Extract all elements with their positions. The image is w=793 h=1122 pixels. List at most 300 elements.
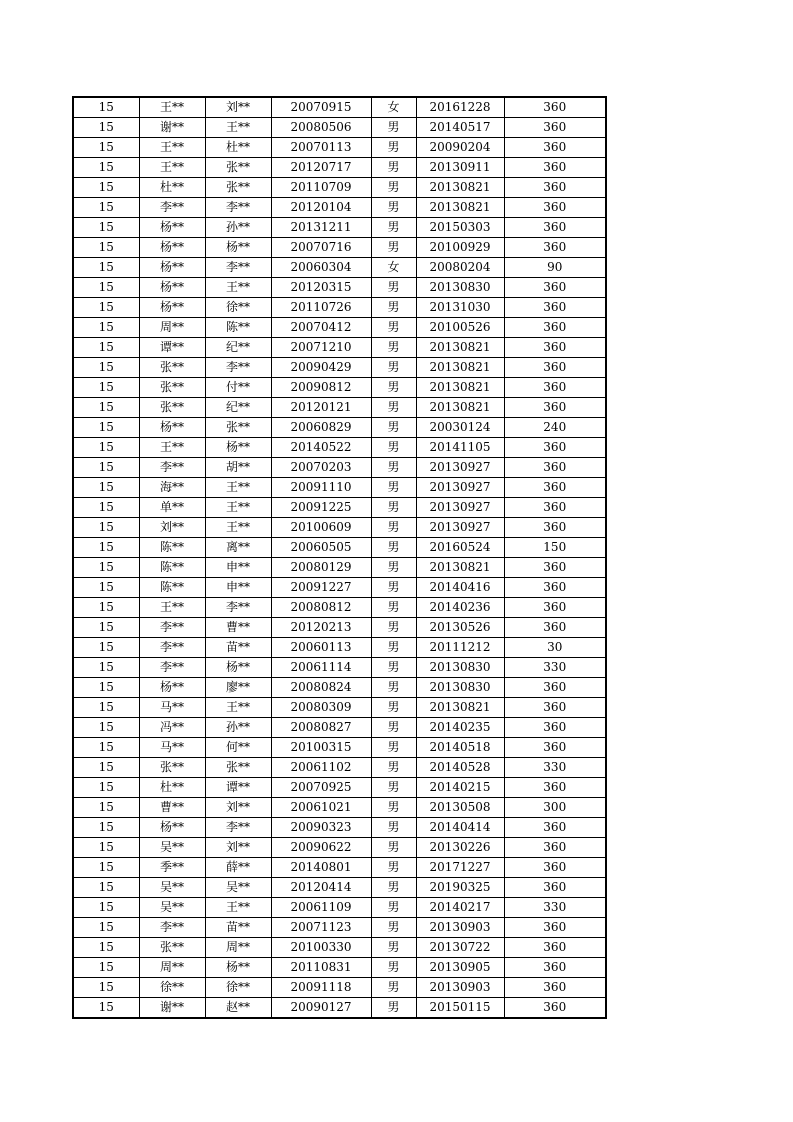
date-a-cell: 20120104 (271, 198, 371, 218)
date-a-cell: 20080129 (271, 558, 371, 578)
name-b-cell: 王** (205, 278, 271, 298)
amount-cell: 360 (504, 678, 606, 698)
id-cell: 15 (73, 298, 139, 318)
date-b-cell: 20131030 (416, 298, 504, 318)
date-a-cell: 20100330 (271, 938, 371, 958)
table-row (73, 438, 606, 458)
date-a-cell: 20070412 (271, 318, 371, 338)
gender-cell: 男 (371, 498, 416, 518)
gender-cell: 男 (371, 138, 416, 158)
amount-cell: 360 (504, 458, 606, 478)
date-b-cell: 20190325 (416, 878, 504, 898)
table-row (73, 678, 606, 698)
id-cell: 15 (73, 638, 139, 658)
amount-cell: 360 (504, 518, 606, 538)
id-cell: 15 (73, 578, 139, 598)
amount-cell: 360 (504, 878, 606, 898)
gender-cell: 男 (371, 518, 416, 538)
table-row (73, 658, 606, 678)
amount-cell: 360 (504, 338, 606, 358)
date-b-cell: 20130526 (416, 618, 504, 638)
table-row (73, 738, 606, 758)
amount-cell: 360 (504, 938, 606, 958)
name-b-cell: 赵** (205, 998, 271, 1019)
table-row (73, 518, 606, 538)
gender-cell: 男 (371, 778, 416, 798)
amount-cell: 360 (504, 138, 606, 158)
date-a-cell: 20061102 (271, 758, 371, 778)
date-a-cell: 20091227 (271, 578, 371, 598)
amount-cell: 360 (504, 438, 606, 458)
gender-cell: 男 (371, 738, 416, 758)
id-cell: 15 (73, 718, 139, 738)
id-cell: 15 (73, 998, 139, 1019)
date-b-cell: 20140528 (416, 758, 504, 778)
id-cell: 15 (73, 378, 139, 398)
name-b-cell: 张** (205, 158, 271, 178)
id-cell: 15 (73, 258, 139, 278)
date-b-cell: 20130821 (416, 178, 504, 198)
date-a-cell: 20120414 (271, 878, 371, 898)
gender-cell: 男 (371, 838, 416, 858)
table-row (73, 118, 606, 138)
name-b-cell: 杜** (205, 138, 271, 158)
id-cell: 15 (73, 178, 139, 198)
name-b-cell: 张** (205, 758, 271, 778)
id-cell: 15 (73, 658, 139, 678)
amount-cell: 360 (504, 97, 606, 118)
table-row (73, 778, 606, 798)
name-b-cell: 廖** (205, 678, 271, 698)
gender-cell: 男 (371, 438, 416, 458)
id-cell: 15 (73, 138, 139, 158)
id-cell: 15 (73, 518, 139, 538)
name-a-cell: 张** (139, 398, 205, 418)
id-cell: 15 (73, 738, 139, 758)
amount-cell: 360 (504, 618, 606, 638)
name-a-cell: 吴** (139, 878, 205, 898)
id-cell: 15 (73, 798, 139, 818)
id-cell: 15 (73, 418, 139, 438)
table-body (73, 97, 606, 1018)
id-cell: 15 (73, 238, 139, 258)
amount-cell: 360 (504, 478, 606, 498)
date-a-cell: 20120121 (271, 398, 371, 418)
name-a-cell: 杨** (139, 238, 205, 258)
table-row (73, 378, 606, 398)
amount-cell: 360 (504, 718, 606, 738)
table-row (73, 758, 606, 778)
amount-cell: 360 (504, 998, 606, 1019)
name-b-cell: 李** (205, 818, 271, 838)
id-cell: 15 (73, 918, 139, 938)
gender-cell: 男 (371, 938, 416, 958)
amount-cell: 360 (504, 738, 606, 758)
name-a-cell: 王** (139, 97, 205, 118)
name-b-cell: 陈** (205, 318, 271, 338)
date-b-cell: 20130821 (416, 358, 504, 378)
date-b-cell: 20130821 (416, 378, 504, 398)
gender-cell: 男 (371, 638, 416, 658)
date-b-cell: 20100526 (416, 318, 504, 338)
date-a-cell: 20071123 (271, 918, 371, 938)
date-b-cell: 20130821 (416, 698, 504, 718)
name-a-cell: 张** (139, 378, 205, 398)
date-a-cell: 20091110 (271, 478, 371, 498)
date-a-cell: 20070113 (271, 138, 371, 158)
name-a-cell: 徐** (139, 978, 205, 998)
id-cell: 15 (73, 898, 139, 918)
gender-cell: 男 (371, 918, 416, 938)
name-a-cell: 刘** (139, 518, 205, 538)
name-a-cell: 杜** (139, 778, 205, 798)
date-a-cell: 20091225 (271, 498, 371, 518)
name-b-cell: 李** (205, 358, 271, 378)
gender-cell: 女 (371, 97, 416, 118)
table-row (73, 398, 606, 418)
id-cell: 15 (73, 338, 139, 358)
name-a-cell: 张** (139, 938, 205, 958)
amount-cell: 90 (504, 258, 606, 278)
name-b-cell: 王** (205, 478, 271, 498)
name-a-cell: 谢** (139, 118, 205, 138)
name-b-cell: 李** (205, 198, 271, 218)
id-cell: 15 (73, 398, 139, 418)
table-row (73, 558, 606, 578)
table-row (73, 718, 606, 738)
id-cell: 15 (73, 838, 139, 858)
name-b-cell: 何** (205, 738, 271, 758)
date-b-cell: 20111212 (416, 638, 504, 658)
date-a-cell: 20070716 (271, 238, 371, 258)
date-b-cell: 20130905 (416, 958, 504, 978)
name-b-cell: 杨** (205, 958, 271, 978)
name-a-cell: 曹** (139, 798, 205, 818)
name-b-cell: 周** (205, 938, 271, 958)
id-cell: 15 (73, 118, 139, 138)
table-row (73, 538, 606, 558)
name-a-cell: 李** (139, 618, 205, 638)
name-a-cell: 单** (139, 498, 205, 518)
gender-cell: 男 (371, 718, 416, 738)
gender-cell: 男 (371, 478, 416, 498)
table-row (73, 97, 606, 118)
date-b-cell: 20130821 (416, 558, 504, 578)
name-b-cell: 付** (205, 378, 271, 398)
name-a-cell: 吴** (139, 898, 205, 918)
date-a-cell: 20070915 (271, 97, 371, 118)
name-a-cell: 杜** (139, 178, 205, 198)
id-cell: 15 (73, 278, 139, 298)
name-b-cell: 张** (205, 418, 271, 438)
gender-cell: 男 (371, 618, 416, 638)
name-b-cell: 苗** (205, 918, 271, 938)
date-a-cell: 20080506 (271, 118, 371, 138)
id-cell: 15 (73, 938, 139, 958)
table-row (73, 198, 606, 218)
id-cell: 15 (73, 218, 139, 238)
id-cell: 15 (73, 458, 139, 478)
table-row (73, 818, 606, 838)
gender-cell: 男 (371, 278, 416, 298)
name-b-cell: 李** (205, 598, 271, 618)
amount-cell: 150 (504, 538, 606, 558)
amount-cell: 360 (504, 158, 606, 178)
date-a-cell: 20080827 (271, 718, 371, 738)
name-a-cell: 马** (139, 698, 205, 718)
id-cell: 15 (73, 478, 139, 498)
gender-cell: 男 (371, 118, 416, 138)
date-a-cell: 20060304 (271, 258, 371, 278)
name-b-cell: 曹** (205, 618, 271, 638)
name-a-cell: 张** (139, 358, 205, 378)
table-row (73, 218, 606, 238)
gender-cell: 男 (371, 538, 416, 558)
amount-cell: 360 (504, 218, 606, 238)
date-b-cell: 20140215 (416, 778, 504, 798)
id-cell: 15 (73, 698, 139, 718)
amount-cell: 360 (504, 178, 606, 198)
name-a-cell: 李** (139, 658, 205, 678)
date-b-cell: 20090204 (416, 138, 504, 158)
table-row (73, 478, 606, 498)
name-b-cell: 王** (205, 898, 271, 918)
name-a-cell: 海** (139, 478, 205, 498)
name-a-cell: 李** (139, 638, 205, 658)
id-cell: 15 (73, 778, 139, 798)
date-a-cell: 20061021 (271, 798, 371, 818)
gender-cell: 男 (371, 578, 416, 598)
id-cell: 15 (73, 358, 139, 378)
name-a-cell: 王** (139, 598, 205, 618)
date-a-cell: 20060505 (271, 538, 371, 558)
date-a-cell: 20110709 (271, 178, 371, 198)
gender-cell: 女 (371, 258, 416, 278)
amount-cell: 360 (504, 398, 606, 418)
date-a-cell: 20100315 (271, 738, 371, 758)
table-row (73, 798, 606, 818)
gender-cell: 男 (371, 158, 416, 178)
table-row (73, 898, 606, 918)
id-cell: 15 (73, 198, 139, 218)
name-a-cell: 杨** (139, 258, 205, 278)
date-b-cell: 20130821 (416, 338, 504, 358)
amount-cell: 360 (504, 318, 606, 338)
date-b-cell: 20130911 (416, 158, 504, 178)
table-row (73, 278, 606, 298)
gender-cell: 男 (371, 358, 416, 378)
name-a-cell: 杨** (139, 418, 205, 438)
name-b-cell: 谭** (205, 778, 271, 798)
amount-cell: 330 (504, 658, 606, 678)
date-a-cell: 20061109 (271, 898, 371, 918)
date-a-cell: 20100609 (271, 518, 371, 538)
date-b-cell: 20140416 (416, 578, 504, 598)
date-b-cell: 20161228 (416, 97, 504, 118)
name-a-cell: 李** (139, 918, 205, 938)
gender-cell: 男 (371, 418, 416, 438)
name-a-cell: 季** (139, 858, 205, 878)
date-b-cell: 20130927 (416, 518, 504, 538)
name-b-cell: 薛** (205, 858, 271, 878)
amount-cell: 360 (504, 958, 606, 978)
date-b-cell: 20150303 (416, 218, 504, 238)
date-a-cell: 20120213 (271, 618, 371, 638)
gender-cell: 男 (371, 998, 416, 1019)
id-cell: 15 (73, 878, 139, 898)
gender-cell: 男 (371, 978, 416, 998)
name-a-cell: 陈** (139, 578, 205, 598)
name-b-cell: 吴** (205, 878, 271, 898)
date-a-cell: 20060113 (271, 638, 371, 658)
id-cell: 15 (73, 758, 139, 778)
date-a-cell: 20091118 (271, 978, 371, 998)
gender-cell: 男 (371, 958, 416, 978)
gender-cell: 男 (371, 318, 416, 338)
gender-cell: 男 (371, 398, 416, 418)
table-row (73, 178, 606, 198)
gender-cell: 男 (371, 798, 416, 818)
date-a-cell: 20080309 (271, 698, 371, 718)
date-b-cell: 20140518 (416, 738, 504, 758)
name-a-cell: 吴** (139, 838, 205, 858)
date-b-cell: 20130508 (416, 798, 504, 818)
gender-cell: 男 (371, 658, 416, 678)
date-a-cell: 20070925 (271, 778, 371, 798)
name-a-cell: 马** (139, 738, 205, 758)
table-row (73, 258, 606, 278)
date-b-cell: 20140517 (416, 118, 504, 138)
gender-cell: 男 (371, 758, 416, 778)
date-a-cell: 20110831 (271, 958, 371, 978)
name-b-cell: 申** (205, 578, 271, 598)
name-b-cell: 孙** (205, 218, 271, 238)
date-a-cell: 20140801 (271, 858, 371, 878)
amount-cell: 360 (504, 118, 606, 138)
id-cell: 15 (73, 318, 139, 338)
amount-cell: 360 (504, 378, 606, 398)
amount-cell: 360 (504, 598, 606, 618)
name-b-cell: 张** (205, 178, 271, 198)
table-row (73, 318, 606, 338)
date-a-cell: 20120717 (271, 158, 371, 178)
name-b-cell: 苗** (205, 638, 271, 658)
date-a-cell: 20140522 (271, 438, 371, 458)
name-b-cell: 杨** (205, 238, 271, 258)
name-a-cell: 周** (139, 958, 205, 978)
table-row (73, 958, 606, 978)
id-cell: 15 (73, 618, 139, 638)
date-b-cell: 20130830 (416, 678, 504, 698)
id-cell: 15 (73, 558, 139, 578)
table-row (73, 578, 606, 598)
id-cell: 15 (73, 818, 139, 838)
name-b-cell: 王** (205, 118, 271, 138)
name-b-cell: 刘** (205, 798, 271, 818)
gender-cell: 男 (371, 178, 416, 198)
table-row (73, 838, 606, 858)
table-row (73, 158, 606, 178)
date-b-cell: 20140235 (416, 718, 504, 738)
date-a-cell: 20131211 (271, 218, 371, 238)
table-row (73, 618, 606, 638)
name-b-cell: 王** (205, 698, 271, 718)
table-row (73, 138, 606, 158)
id-cell: 15 (73, 958, 139, 978)
name-a-cell: 陈** (139, 538, 205, 558)
amount-cell: 30 (504, 638, 606, 658)
id-cell: 15 (73, 538, 139, 558)
gender-cell: 男 (371, 558, 416, 578)
gender-cell: 男 (371, 338, 416, 358)
table-row (73, 858, 606, 878)
amount-cell: 360 (504, 498, 606, 518)
name-a-cell: 王** (139, 138, 205, 158)
date-b-cell: 20130722 (416, 938, 504, 958)
name-b-cell: 王** (205, 518, 271, 538)
name-b-cell: 申** (205, 558, 271, 578)
name-a-cell: 张** (139, 758, 205, 778)
gender-cell: 男 (371, 458, 416, 478)
name-a-cell: 王** (139, 438, 205, 458)
gender-cell: 男 (371, 598, 416, 618)
name-a-cell: 李** (139, 458, 205, 478)
name-b-cell: 徐** (205, 978, 271, 998)
table-row (73, 598, 606, 618)
amount-cell: 330 (504, 758, 606, 778)
date-b-cell: 20130927 (416, 458, 504, 478)
table-row (73, 638, 606, 658)
name-a-cell: 冯** (139, 718, 205, 738)
gender-cell: 男 (371, 818, 416, 838)
date-b-cell: 20130903 (416, 978, 504, 998)
date-b-cell: 20140236 (416, 598, 504, 618)
name-a-cell: 周** (139, 318, 205, 338)
date-b-cell: 20171227 (416, 858, 504, 878)
name-a-cell: 王** (139, 158, 205, 178)
amount-cell: 330 (504, 898, 606, 918)
name-b-cell: 杨** (205, 658, 271, 678)
amount-cell: 360 (504, 358, 606, 378)
date-b-cell: 20141105 (416, 438, 504, 458)
name-b-cell: 刘** (205, 97, 271, 118)
amount-cell: 360 (504, 238, 606, 258)
amount-cell: 360 (504, 198, 606, 218)
name-a-cell: 杨** (139, 278, 205, 298)
date-b-cell: 20130830 (416, 278, 504, 298)
date-b-cell: 20080204 (416, 258, 504, 278)
date-a-cell: 20061114 (271, 658, 371, 678)
amount-cell: 360 (504, 298, 606, 318)
id-cell: 15 (73, 978, 139, 998)
date-b-cell: 20140414 (416, 818, 504, 838)
date-a-cell: 20090429 (271, 358, 371, 378)
date-a-cell: 20090622 (271, 838, 371, 858)
table-row (73, 698, 606, 718)
gender-cell: 男 (371, 858, 416, 878)
amount-cell: 240 (504, 418, 606, 438)
date-b-cell: 20130927 (416, 498, 504, 518)
date-a-cell: 20090127 (271, 998, 371, 1019)
name-b-cell: 离** (205, 538, 271, 558)
name-b-cell: 刘** (205, 838, 271, 858)
amount-cell: 360 (504, 778, 606, 798)
name-a-cell: 李** (139, 198, 205, 218)
date-b-cell: 20030124 (416, 418, 504, 438)
name-b-cell: 杨** (205, 438, 271, 458)
name-b-cell: 纪** (205, 338, 271, 358)
id-cell: 15 (73, 158, 139, 178)
